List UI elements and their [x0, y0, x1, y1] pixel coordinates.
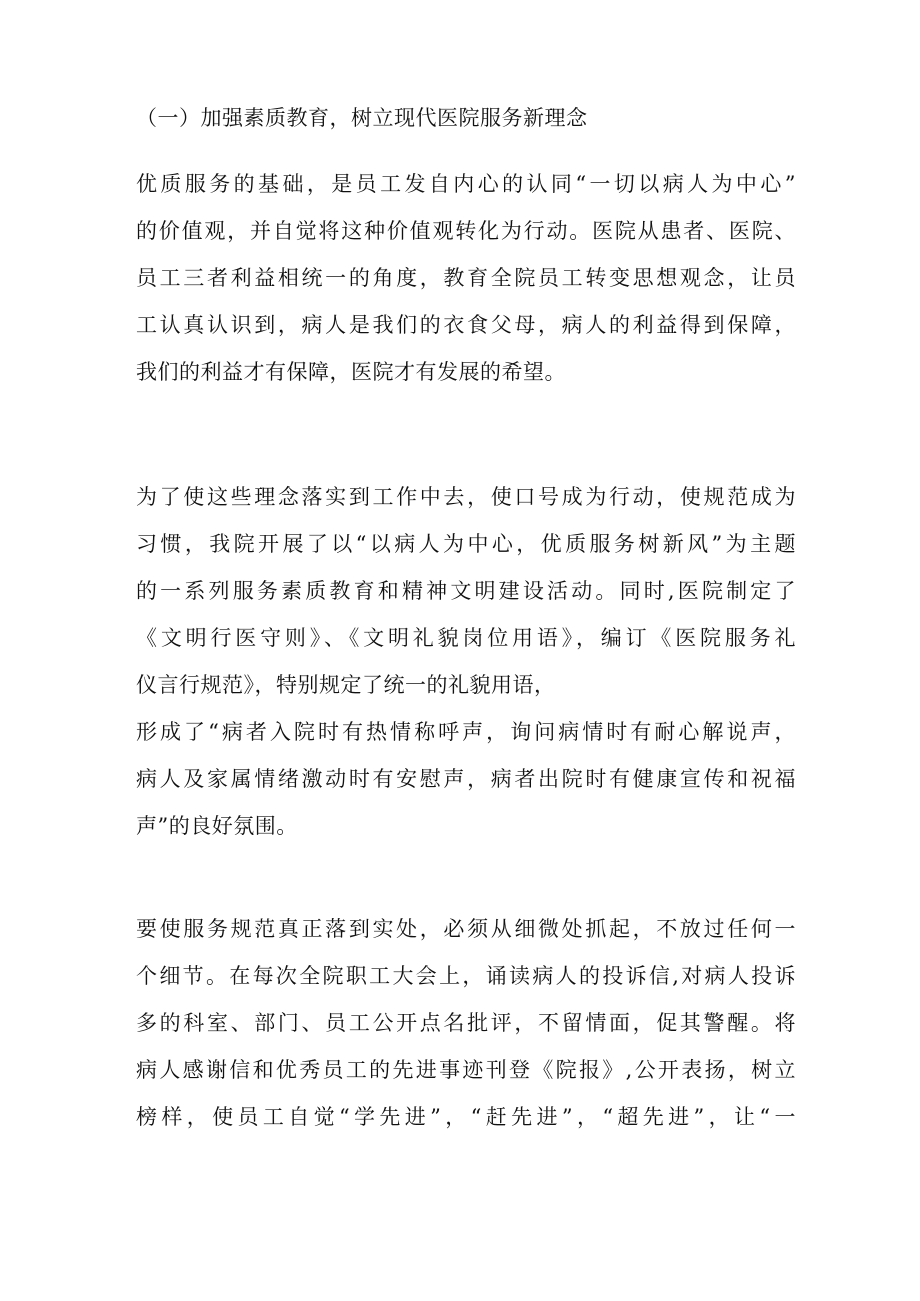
- paragraph-line: 病人感谢信和优秀员工的先进事迹刊登《院报》,公开表扬，树立: [136, 1058, 796, 1082]
- paragraph-line: 的价值观，并自觉将这种价值观转化为行动。医院从患者、医院、: [136, 219, 796, 243]
- paragraph-line: 《文明行医守则》、《文明礼貌岗位用语》，编订《医院服务礼: [136, 626, 796, 650]
- paragraph-3: [136, 906, 796, 1141]
- paragraph-line: 习惯，我院开展了以“以病人为中心，优质服务树新风”为主题: [136, 532, 796, 556]
- paragraph-line: 声”的良好氛围。: [136, 814, 298, 838]
- paragraph-line: 要使服务规范真正落到实处，必须从细微处抓起，不放过任何一: [136, 917, 796, 941]
- paragraph-line: 我们的利益才有保障，医院才有发展的希望。: [136, 360, 566, 384]
- paragraph-line: 病人及家属情绪激动时有安慰声，病者出院时有健康宣传和祝福: [136, 767, 796, 791]
- section-heading: （一）加强素质教育，树立现代医院服务新理念: [136, 106, 588, 130]
- paragraph-line: 优质服务的基础，是员工发自内心的认同“一切以病人为中心”: [136, 172, 796, 196]
- paragraph-line: 仪言行规范》，特别规定了统一的礼貌用语，: [136, 673, 556, 697]
- paragraph-1: [136, 161, 796, 396]
- paragraph-line: 榜样，使员工自觉“学先进”，“赶先进”，“超先进”，让“一: [136, 1105, 796, 1129]
- paragraph-line: 形成了“病者入院时有热情称呼声，询问病情时有耐心解说声，: [136, 720, 796, 744]
- paragraph-line: 为了使这些理念落实到工作中去，使口号成为行动，使规范成为: [136, 485, 796, 509]
- paragraph-line: 多的科室、部门、员工公开点名批评，不留情面，促其警醒。将: [136, 1011, 796, 1035]
- paragraph-line: 员工三者利益相统一的角度，教育全院员工转变思想观念，让员: [136, 266, 796, 290]
- paragraph-line: 工认真认识到，病人是我们的衣食父母，病人的利益得到保障，: [136, 313, 796, 337]
- paragraph-line: 的一系列服务素质教育和精神文明建设活动。同时,医院制定了: [136, 579, 796, 603]
- paragraph-2: [136, 474, 796, 850]
- paragraph-line: 个细节。在每次全院职工大会上，诵读病人的投诉信,对病人投诉: [136, 964, 796, 988]
